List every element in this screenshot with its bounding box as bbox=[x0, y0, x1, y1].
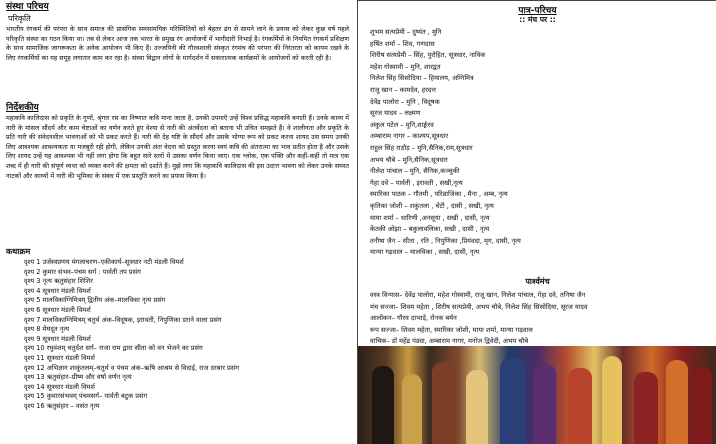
credit-item: मंच सज्जा– शिवम महेता , शिरीष सत्यप्रेमी, अभय चौबे, निलेश सिंह सिसोदिया, सूरज यादव bbox=[370, 302, 588, 311]
scene-item: दृश्य 10 रघुवंशम् चतुर्दश सर्ग– राजा राम द्वारा सीता को वन भेजने का प्रसंग bbox=[24, 344, 203, 353]
cast-item: राहुल सिंह राठौड़ – मुनि,सैनिक,राम,सूत्रधार bbox=[370, 143, 473, 152]
cast-item: निलेश सिंह सिसोदिया – हिमालय, अग्निमित्र bbox=[370, 74, 474, 83]
cast-item: कृतिका जोशी – शकुंतला , चेटी , दासी , सखी, नृत्य bbox=[370, 201, 494, 210]
scene-item: दृश्य 16 ऋतुसंहार – वसंत नृत्य bbox=[24, 401, 100, 410]
performer-figure bbox=[432, 362, 456, 444]
cast-item: शुभम सत्यप्रेमी – दुष्यंत , मुनि bbox=[370, 28, 442, 36]
scene-item: दृश्य 7 मालविकाग्निमित्रम् चतुर्थ अंक–विदूषक, इरावती, निपुणिका डराने वाला प्रसंग bbox=[24, 315, 222, 324]
scene-item: दृश्य 11 सूत्रधार मंडली विमर्श bbox=[24, 353, 95, 362]
cast-item: स्मारिका पाठक – गौतमी , परिव्राजिका , मैना , अम्ब, नृत्य bbox=[370, 190, 508, 199]
performer-figure bbox=[568, 368, 592, 444]
left-column bbox=[0, 0, 357, 444]
credit-item: रूप सज्जा– शिवम महेता, स्मारिका जोशी, माया शर्मा, मान्या गढ़वाल bbox=[370, 325, 533, 334]
performer-figure bbox=[466, 370, 488, 444]
performer-figure bbox=[666, 360, 688, 444]
director-heading: निर्देशकीय bbox=[6, 103, 39, 113]
cast-item: गेहा दवे – पार्वती , इरावती , सखी,नृत्य bbox=[370, 178, 463, 187]
scene-item: दृश्य 14 सूत्रधार मंडली विमर्श bbox=[24, 382, 95, 391]
performance-photo bbox=[358, 346, 716, 444]
backstage-heading: पार्श्वमंच bbox=[525, 277, 550, 286]
cast-item: तनीषा जैन – सीता , रति , निपुणिका ,प्रियंवदा, मृग, दासी, नृत्य bbox=[370, 236, 521, 245]
scene-item: दृश्य 3 नृत्य ऋतुसंहार शिशिर bbox=[24, 277, 93, 286]
cast-list bbox=[370, 27, 710, 259]
cast-item: अंकुल पटेल – मुनि,शार्ङ्गरव bbox=[370, 120, 434, 129]
scene-item: दृश्य 15 कुमारसंभवम् पंचमसर्ग– पार्वती बटुक प्रसंग bbox=[24, 392, 148, 401]
cast-item: देवेंद्र पालोरा – मुनि , विदूषक bbox=[370, 97, 440, 106]
cast-item: महेश गोस्वामी – मुनि, शारद्वत bbox=[370, 62, 441, 71]
scene-item: दृश्य 9 सूत्रधार मंडली विमर्श bbox=[24, 334, 91, 343]
cast-item: अम्बाराम नागर – काश्यप,सूत्रधार bbox=[370, 132, 449, 141]
cast-item: मान्या गढ़वाल – मालविका , सखी, दासी, नृत्य bbox=[370, 248, 480, 257]
performer-figure bbox=[602, 356, 622, 444]
performer-figure bbox=[692, 366, 712, 444]
cast-item: हर्षित शर्मा – शिव, गणदास bbox=[370, 39, 435, 48]
cast-title: पात्र-परिचय bbox=[518, 6, 557, 16]
performer-figure bbox=[500, 358, 526, 444]
scene-item: दृश्य 5 मालविकाग्निमित्रम् द्वितीय अंक–मालविका नृत्य प्रसंग bbox=[24, 296, 166, 305]
scene-list bbox=[24, 258, 354, 412]
cast-item: राजू खान – कामदेव, हरदत्त bbox=[370, 85, 436, 94]
credits-list bbox=[370, 290, 714, 348]
scene-item: दृश्य 6 सूत्रधार मंडली विमर्श bbox=[24, 305, 91, 314]
cast-item: अभय चौबे – मुनि,सैनिक,सूत्रधार bbox=[370, 155, 448, 164]
credit-item: वाचिक– डॉ महेंद्र पंड्या, अम्बाराम नागर, मनोज द्विवेदी, अभय चौबे bbox=[370, 337, 529, 346]
scene-item: दृश्य 1 उर्जस्वप्रणय मंगलाचरण–एकीकार्य–सूत्रधार नटी मंडली विमर्श bbox=[24, 258, 184, 266]
performer-figure bbox=[372, 366, 394, 444]
scene-item: दृश्य 4 सूत्रधार मंडली विमर्श bbox=[24, 286, 91, 295]
scene-item: दृश्य 12 अभिज्ञान शाकुंतलम्–चतुर्थ व पंचम अंक–ऋषि आश्रम से विदाई, राज दरबार प्रसंग bbox=[24, 363, 239, 372]
cast-item: नीलेश पांचाल – मुनि, सैनिक,कञ्चुकी bbox=[370, 167, 460, 176]
intro-subheading: परिकृति bbox=[8, 14, 31, 23]
plot-heading: कथाक्रम bbox=[6, 247, 31, 256]
intro-paragraph: भारतीय रंगकर्म की परंपरा के साथ समाज की प्रासंगिक समसामयिक परिस्थितियों को बेहतर ढंग से सामने लाने के प्रयास को लेकर कुछ वर्ष पहले परिकृति संस्था का गठन किया था। तब से लेकर आज तक भारत के प्रमुख रंग आयोजनों में भागीदारी निभाई है। रंगकर्मियों के नियमित रंगकर्म प्रशिक्षण के साथ सामाजिक जागरूकता के अनेक आयोजन भी किए हैं। उज्जयिनी की गौरवशाली संस्कृत रंगमंच की परंपरा की निरंतरता को कायम रखने के लिए रंगकर्मियों का यह समूह लगातार काम कर रहा है। संस्था विद्वान लोगों के मार्गदर्शन में सकारात्मक कार्यक्रमों के आयोजनों को करती रही है। bbox=[6, 25, 349, 62]
performer-figure bbox=[534, 364, 556, 444]
intro-heading: संस्था परिचय bbox=[6, 2, 49, 12]
scene-item: दृश्य 8 मेघदूत नृत्य bbox=[24, 325, 70, 334]
performer-figure bbox=[634, 372, 658, 444]
cast-item: सूरज यादव – लक्ष्मण bbox=[370, 109, 421, 118]
performer-figure bbox=[402, 374, 422, 444]
cast-item: शिरीष सत्यप्रेमी – सिंह, पुरोहित, सूत्रधार, नाविक bbox=[370, 51, 486, 60]
credit-item: वस्त्र विन्यास– देवेंद्र पालोरा, महेश गोस्वामी, राजू खान, निलेश पांचाल, गेहा दवे, तनिषा जैन bbox=[370, 291, 586, 299]
scene-item: दृश्य 13 ऋतुसंहार–ग्रीष्म और वर्षा वर्णन नृत्य bbox=[24, 373, 132, 382]
cast-item: केतकी ओझा – बकुलावलिका, सखी , दासी , नृत्य bbox=[370, 225, 490, 234]
onstage-label: :: मंच पर :: bbox=[519, 15, 556, 24]
director-paragraph: महाकवि कालिदास को प्रकृति के गुणों, श्रृंगार रस का निष्णात कवि माना जाता है, उनकी उपमाएँ उन्हें विश्व प्रसिद्ध महाकवि बनाती हैं। उनके काव्य में नारी के मांसल सौंदर्य और काम चेष्टाओं का वर्णन करते हुए वेश्या से नारी की अंतर्वेदना को बताना भी उचित समझते हैं। वे शालीनता और प्रकृति के प्रति नारी की संवेदनशील भावनाओं को भी प्रकट करते हैं। नारी की देह यष्टि के सौंदर्य और उसके भोग्या रूप को प्रकट करना शायद उस समय उनकी लिए आवश्यक आवश्यकता या मजबूरी रही होगी, लेकिन उनकी अंतः वेदना को प्रस्तुत करना स्वयं कवि की अंतरात्मा का भाव प्रतीत होता है और उसके लिए शायद उन्हें यह आवश्यक भी नहीं लगा होगा कि बहुत सारे स्तरों में उसका वर्णन किया जाए। एक श्लोक, एक पंक्ति और कहीं-कहीं तो मात्र एक शब्द में ही नारी की संपूर्ण व्यथा को व्यक्त करने की क्षमता को दर्शाते हैं। मुझे लगा कि महाकवि कालिदास की इस उदात्त भावना को लेकर उनके समस्त नाटकों और काव्यों में नारी की भूमिका के संबंध में एक प्रस्तुति करने का प्रयास किया है। bbox=[6, 114, 349, 180]
scene-item: दृश्य 2 कुमार संभव–पंचम सर्ग : पार्वती तप प्रसंग bbox=[24, 267, 141, 276]
credit-item: आलोकन– गौरव दाभाड़े, रोनक बर्मन bbox=[370, 314, 457, 323]
cast-item: माया शर्मा – धारिणी ,अनसूया , सखी , दासी, नृत्य bbox=[370, 213, 490, 222]
